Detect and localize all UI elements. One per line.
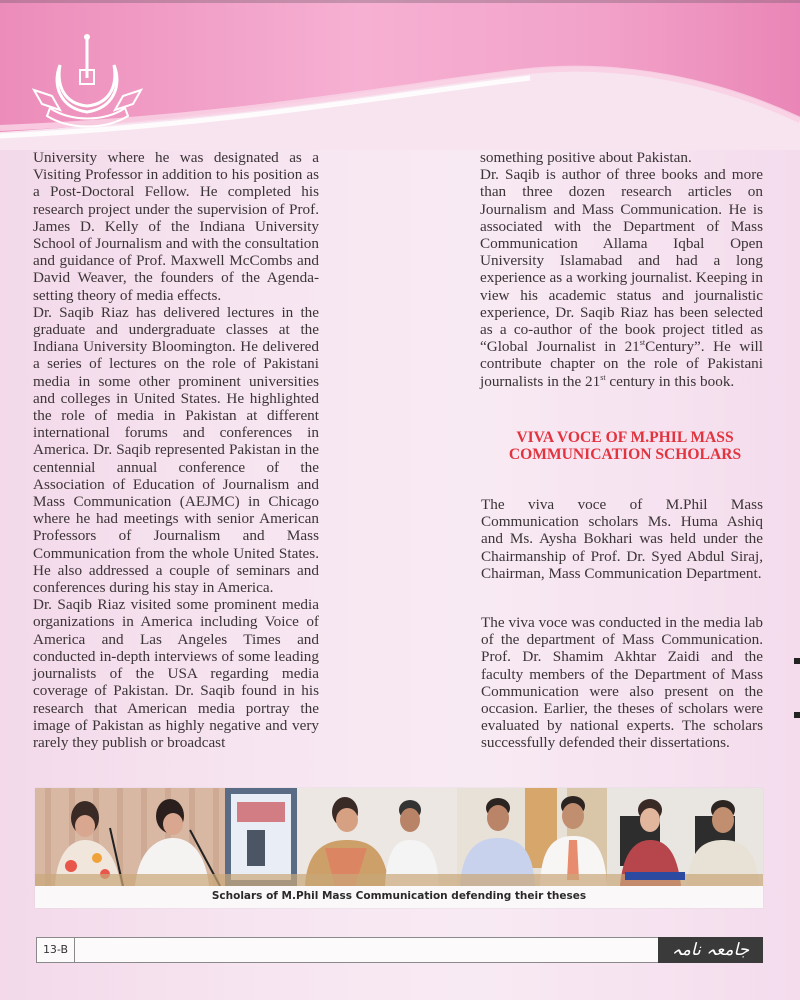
section-heading bbox=[480, 429, 770, 463]
photo-figure bbox=[35, 788, 763, 908]
university-crest-icon bbox=[30, 30, 145, 130]
superscript: st bbox=[639, 338, 646, 348]
article-paragraph: something positive about Pakistan. bbox=[480, 149, 692, 166]
article-text: century in this book. bbox=[605, 372, 735, 390]
section-heading-line: VIVA VOCE OF M.PHIL MASS bbox=[516, 429, 734, 446]
article-text: Century”. He will contribute chapter on the role of Pakistani journalists in the 21 bbox=[480, 338, 763, 390]
viva-paragraph-2: The viva voce was conducted in the media lab of the department of Mass Communication. Prof. Dr. Shamim Akhtar Zaidi and the faculty members of the Department of Mass Communication were also present on the occasion. Earlier, the theses of scholars were evaluated by national experts. The scholars successfully defended their dissertations. bbox=[481, 614, 763, 752]
article-paragraph bbox=[480, 166, 763, 390]
scan-edge-mark bbox=[794, 658, 800, 664]
section-heading-line: COMMUNICATION SCHOLARS bbox=[508, 446, 742, 463]
masthead-logo: جامعہ نامہ bbox=[658, 937, 763, 963]
article-paragraph: University where he was designated as a Visiting Professor in addition to his position as a Post-Doctoral Fellow. He completed his research project under the supervision of Prof. James D. Kelly of the Indiana University School of Journalism and with the consultation and guidance of Prof. Maxwell McCombs and David Weaver, the founders of the Agenda-setting theory of media effects. bbox=[33, 149, 319, 304]
superscript: st bbox=[600, 372, 606, 382]
article-paragraph: Dr. Saqib Riaz has delivered lectures in the graduate and undergraduate classes at the Indiana University Bloomington. He delivered a series of lectures on the role of Pakistani media in some other prominent universities and colleges in United States. He highlighted the role of media in Pakistan at different international forums and conferences in America. Dr. Saqib represented Pakistan in the centennial annual conference of the Association of Education of Journalism and Mass Communication (AEJMC) in Chicago where he had meetings with senior American Professors of Journalism and Mass Communication from the whole United States. He also addressed a couple of seminars and conferences during his stay in America. bbox=[33, 303, 319, 597]
article-paragraph: Dr. Saqib Riaz visited some prominent media organizations in America including Voice of America and Las Angeles Times and conducted in-depth interviews of some leading journalists of the USA regarding media coverage of Pakistan. Dr. Saqib found in his research that American media portray the image of Pakistan as highly negative and very rarely they publish or broadcast bbox=[33, 596, 319, 751]
event-photo bbox=[35, 788, 763, 886]
photo-caption: Scholars of M.Phil Mass Communication defending their theses bbox=[211, 890, 587, 902]
article-text: Dr. Saqib is author of three books and more than three dozen research articles on Journalism and Mass Communication. He is associated with the Department of Mass Communication Allama Iqbal Open University Islamabad and had a long experience as a working journalist. Keeping in view his academic status and journalistic experience, Dr. Saqib Riaz has been selected as a co-author of the book project titled as bbox=[480, 166, 763, 339]
book-title-text: “Global Journalist in 21 bbox=[480, 338, 640, 356]
page-number: 13-B bbox=[37, 938, 75, 962]
viva-paragraph-1: The viva voce of M.Phil Mass Communication scholars Ms. Huma Ashiq and Ms. Aysha Bokhari was held under the Chairmanship of Prof. Dr. Syed Abdul Siraj, Chairman, Mass Communication Department. bbox=[481, 496, 763, 582]
scan-edge-mark bbox=[794, 712, 800, 718]
article-left-column bbox=[33, 149, 319, 751]
article-right-column bbox=[480, 149, 763, 390]
page-footer bbox=[36, 937, 763, 963]
page-header bbox=[0, 0, 800, 150]
